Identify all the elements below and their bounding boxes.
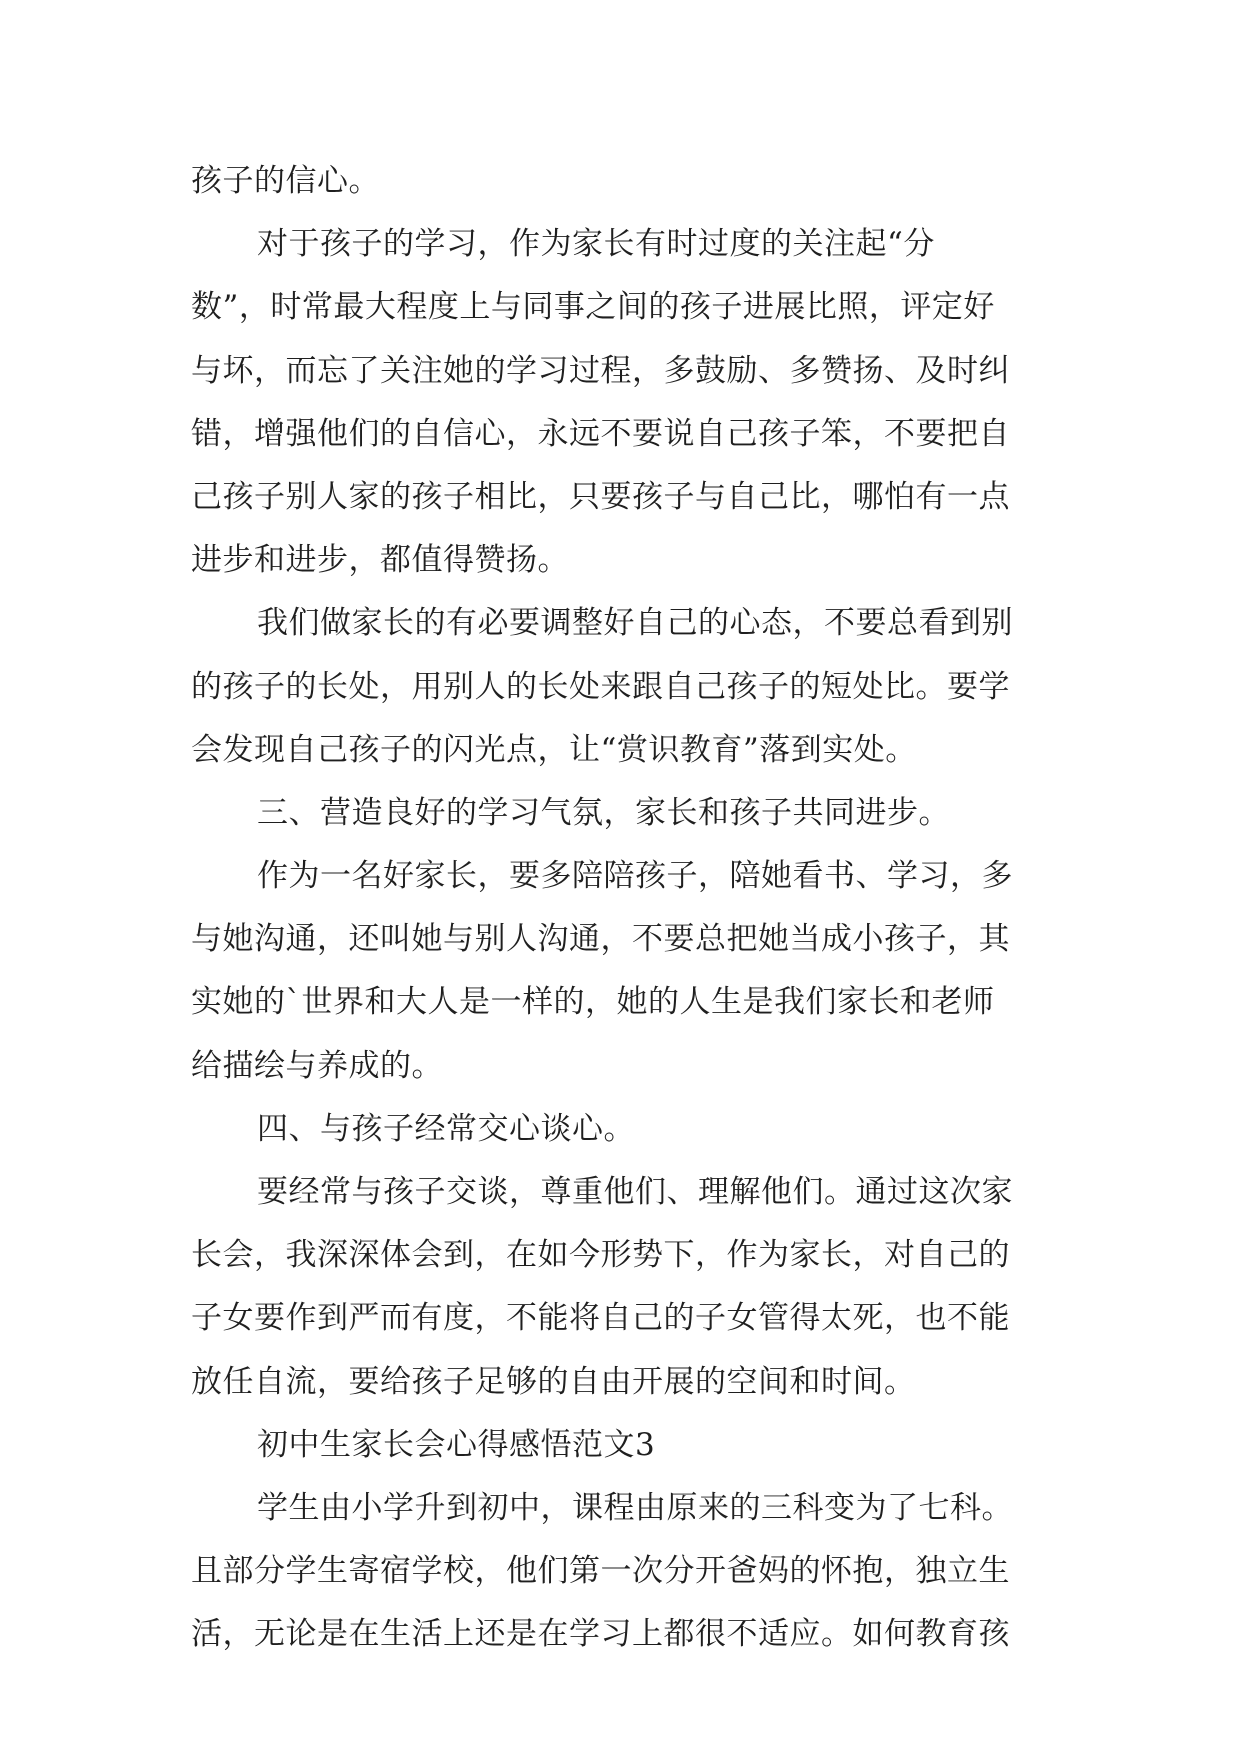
text-line: 己孩子别人家的孩子相比，只要孩子与自己比，哪怕有一点 xyxy=(191,478,1010,515)
section-heading: 三、营造良好的学习气氛，家长和孩子共同进步。 xyxy=(257,794,950,831)
section-heading: 四、与孩子经常交心谈心。 xyxy=(257,1110,635,1147)
text-line: 且部分学生寄宿学校，他们第一次分开爸妈的怀抱，独立生 xyxy=(191,1553,1010,1590)
text-line: 与她沟通，还叫她与别人沟通，不要总把她当成小孩子，其 xyxy=(191,921,1010,958)
text-line: 要经常与孩子交谈，尊重他们、理解他们。通过这次家 xyxy=(257,1174,1013,1210)
text-line: 数”，时常最大程度上与同事之间的孩子进展比照，评定好 xyxy=(191,289,995,326)
text-line: 子女要作到严而有度，不能将自己的子女管得太死，也不能 xyxy=(191,1300,1010,1337)
text-line: 的孩子的长处，用别人的长处来跟自己孩子的短处比。要学 xyxy=(191,668,1010,705)
text-line: 会发现自己孩子的闪光点，让“赏识教育”落到实处。 xyxy=(191,731,917,768)
text-line: 对于孩子的学习，作为家长有时过度的关注起“分 xyxy=(257,226,935,263)
text-line: 活，无论是在生活上还是在学习上都很不适应。如何教育孩 xyxy=(191,1616,1010,1653)
text-line: 与坏，而忘了关注她的学习过程，多鼓励、多赞扬、及时纠 xyxy=(191,352,1010,389)
text-line: 错，增强他们的自信心，永远不要说自己孩子笨，不要把自 xyxy=(191,415,1010,452)
text-line: 实她的`世界和大人是一样的，她的人生是我们家长和老师 xyxy=(191,984,995,1021)
text-line: 学生由小学升到初中，课程由原来的三科变为了七科。 xyxy=(257,1489,1013,1526)
text-line: 孩子的信心。 xyxy=(191,163,380,199)
text-line: 放任自流，要给孩子足够的自由开展的空间和时间。 xyxy=(191,1363,916,1400)
article-title: 初中生家长会心得感悟范文3 xyxy=(257,1426,656,1463)
text-line: 进步和进步，都值得赞扬。 xyxy=(191,542,569,579)
text-line: 长会，我深深体会到，在如今形势下，作为家长，对自己的 xyxy=(191,1237,1010,1274)
text-line: 作为一名好家长，要多陪陪孩子，陪她看书、学习，多 xyxy=(257,858,1013,895)
text-line: 我们做家长的有必要调整好自己的心态，不要总看到别 xyxy=(257,605,1013,642)
document-body xyxy=(191,150,1051,1667)
text-line: 给描绘与养成的。 xyxy=(191,1047,443,1084)
